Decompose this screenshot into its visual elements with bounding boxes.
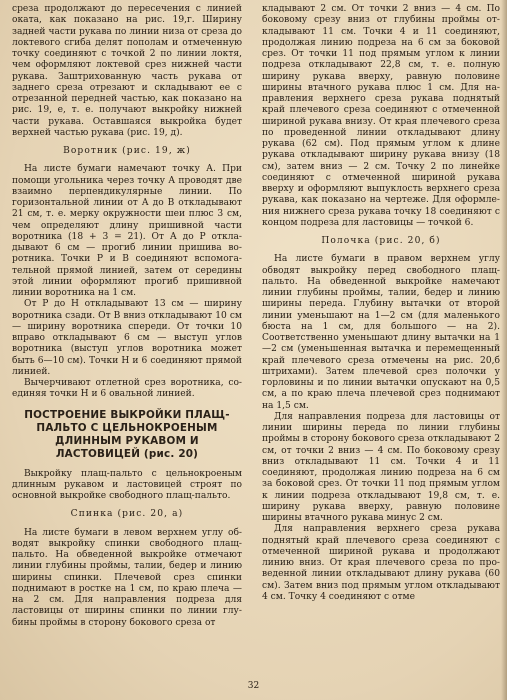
- left-paragraph-6: На листе бумаги в левом верхнем углу обводят выкройку спинки свободного плащ-пальто. На обведенной выкройке отмечают линии глубины проймы, талии, бедер и линию ширины спинки. Плечевой срез спинки поднимают в ростке на 1 см, по краю плеча — на 2 см. Для направления подреза для ластовицы от ширины спинки по линии глубины проймы в сторону бокового среза от: [12, 527, 242, 628]
- right-paragraph-1: кладывают 2 см. От точки 2 вниз — 4 см. По боковому срезу вниз от глубины проймы откладывают 11 см. Точки 4 и 11 соединяют, продолжая линию подреза на 6 см за боковой срез. От точки 11 под прямым углом к линии подреза откладывают 22,8 см, т. е. полную ширину рукава вверху, равную половине ширины втачного рукава плюс 1 см. Для направления верхнего среза рукава поднятый край плечевого среза соединяют с отмеченной шириной рукава внизу. От края плечевого среза по проведенной линии откладывают длину рукава (62 см). Под прямым углом к длине рукава откладывают ширину рукава внизу (18 см), затем вниз — 2 см. Точку 2 по линейке соединяют с отмеченной шириной рукава вверху и оформляют выпуклость верхнего среза рукава, как показано на чертеже. Для оформления нижнего среза рукава точку 18 соединяют с концом подреза для ластовицы — точкой 6.: [262, 4, 500, 228]
- section-heading-collar: Воротник (рис. 19, ж): [63, 146, 191, 156]
- page-number: 32: [247, 681, 260, 691]
- left-paragraph-3: От Р до Н откладывают 13 см — ширину воротника сзади. От В вниз откладывают 10 см — ширину воротника спереди. От точки 10 вправо откладывают 6 см — выступ углов воротника (выступ углов воротника может быть 6—10 см). Точки Н и 6 соединяют прямой линией.: [12, 299, 242, 377]
- left-paragraph-1: среза продолжают до пересечения с линией оката, как показано на рис. 19,г. Ширину задней части рукава по линии низа от среза до локтевого сгиба делят пополам и отмеченную точку соединяют с точкой 2 по линии локтя, чем оформляют локтевой срез нижней части рукава. Заштрихованную часть рукава от заднего среза отрезают и складывают ее с отрезанной передней частью, как показано на рис. 19, е, т. е. получают выкройку нижней части рукава. Оставшаяся выкройка будет верхней частью рукава (рис. 19, д).: [12, 4, 242, 138]
- section-heading-back: Спинка (рис. 20, а): [70, 509, 184, 520]
- page-edge-shadow: [501, 0, 507, 700]
- right-column: [262, 4, 500, 603]
- right-paragraph-2: На листе бумаги в правом верхнем углу обводят выкройку перед свободного плащ-пальто. На обведенной выкройке намечают линии глубины проймы, талии, бедер и линию ширины переда. Глубину вытачки от второй линии уменьшают на 1—2 см (для маленького бюста на 1 см, для большого — на 2). Соответственно уменьшают длину вытачки на 1—2 см (уменьшенная вытачка и перемещенный край плечевого среза отмечены на рис. 20,б штрихами). Затем плечевой срез полочки у горловины и по линии вытачки опускают на 0,5 см, а по краю плеча плечевой срез поднимают на 1,5 см.: [262, 254, 500, 411]
- section-heading-front: Полочка (рис. 20, б): [321, 236, 441, 246]
- left-paragraph-4: Вычерчивают отлетной срез воротника, соединяя точки Н и 6 овальной линией.: [12, 378, 242, 400]
- right-paragraph-3: Для направления подреза для ластовицы от линии ширины переда по линии глубины проймы в сторону бокового среза откладывают 2 см, от точки 2 вниз — 4 см. По боковому срезу вниз откладывают 11 см. Точки 4 и 11 соединяют, продолжая линию подреза на 6 см за боковой срез. От точки 11 под прямым углом к линии подреза откладывают 19,8 см, т. е. ширину рукава вверху, равную половине ширины втачного рукава минус 2 см.: [262, 411, 500, 523]
- left-column: [12, 4, 242, 629]
- chapter-title: ПОСТРОЕНИЕ ВЫКРОЙКИ ПЛАЩ-ПАЛЬТО С ЦЕЛЬНОКРОЕНЫМ ДЛИННЫМ РУКАВОМ И ЛАСТОВИЦЕЙ (рис. 20): [24, 408, 230, 460]
- left-paragraph-2: На листе бумаги намечают точку А. При помощи угольника через точку А проводят две взаимно перпендикулярные линии. По горизонтальной линии от А до В откладывают 21 см, т. е. мерку окружности шеи плюс 3 см, чем определяют длину пришивной части воротника (18 + 3 = 21). От А до Р отклaдывают 6 см — прогиб линии пришива воротника. Точки Р и В соединяют вспомогательной прямой линией, затем от середины этой линии оформляют прогиб пришивной линии воротника на 1 см.: [12, 164, 242, 298]
- left-paragraph-5: Выкройку плащ-пальто с цельнокроеным длинным рукавом и ластовицей строят по основной выкройке свободного плащ-пальто.: [12, 468, 242, 501]
- right-paragraph-4: Для направления верхнего среза рукава поднятый край плечевого среза соединяют с отмеченной шириной рукава и продолжают линию вниз. От края плечевого среза по проведенной линии откладывают длину рукава (60 см). Затем вниз под прямым углом откладывают 4 см. Точку 4 соединяют с отме: [262, 524, 500, 602]
